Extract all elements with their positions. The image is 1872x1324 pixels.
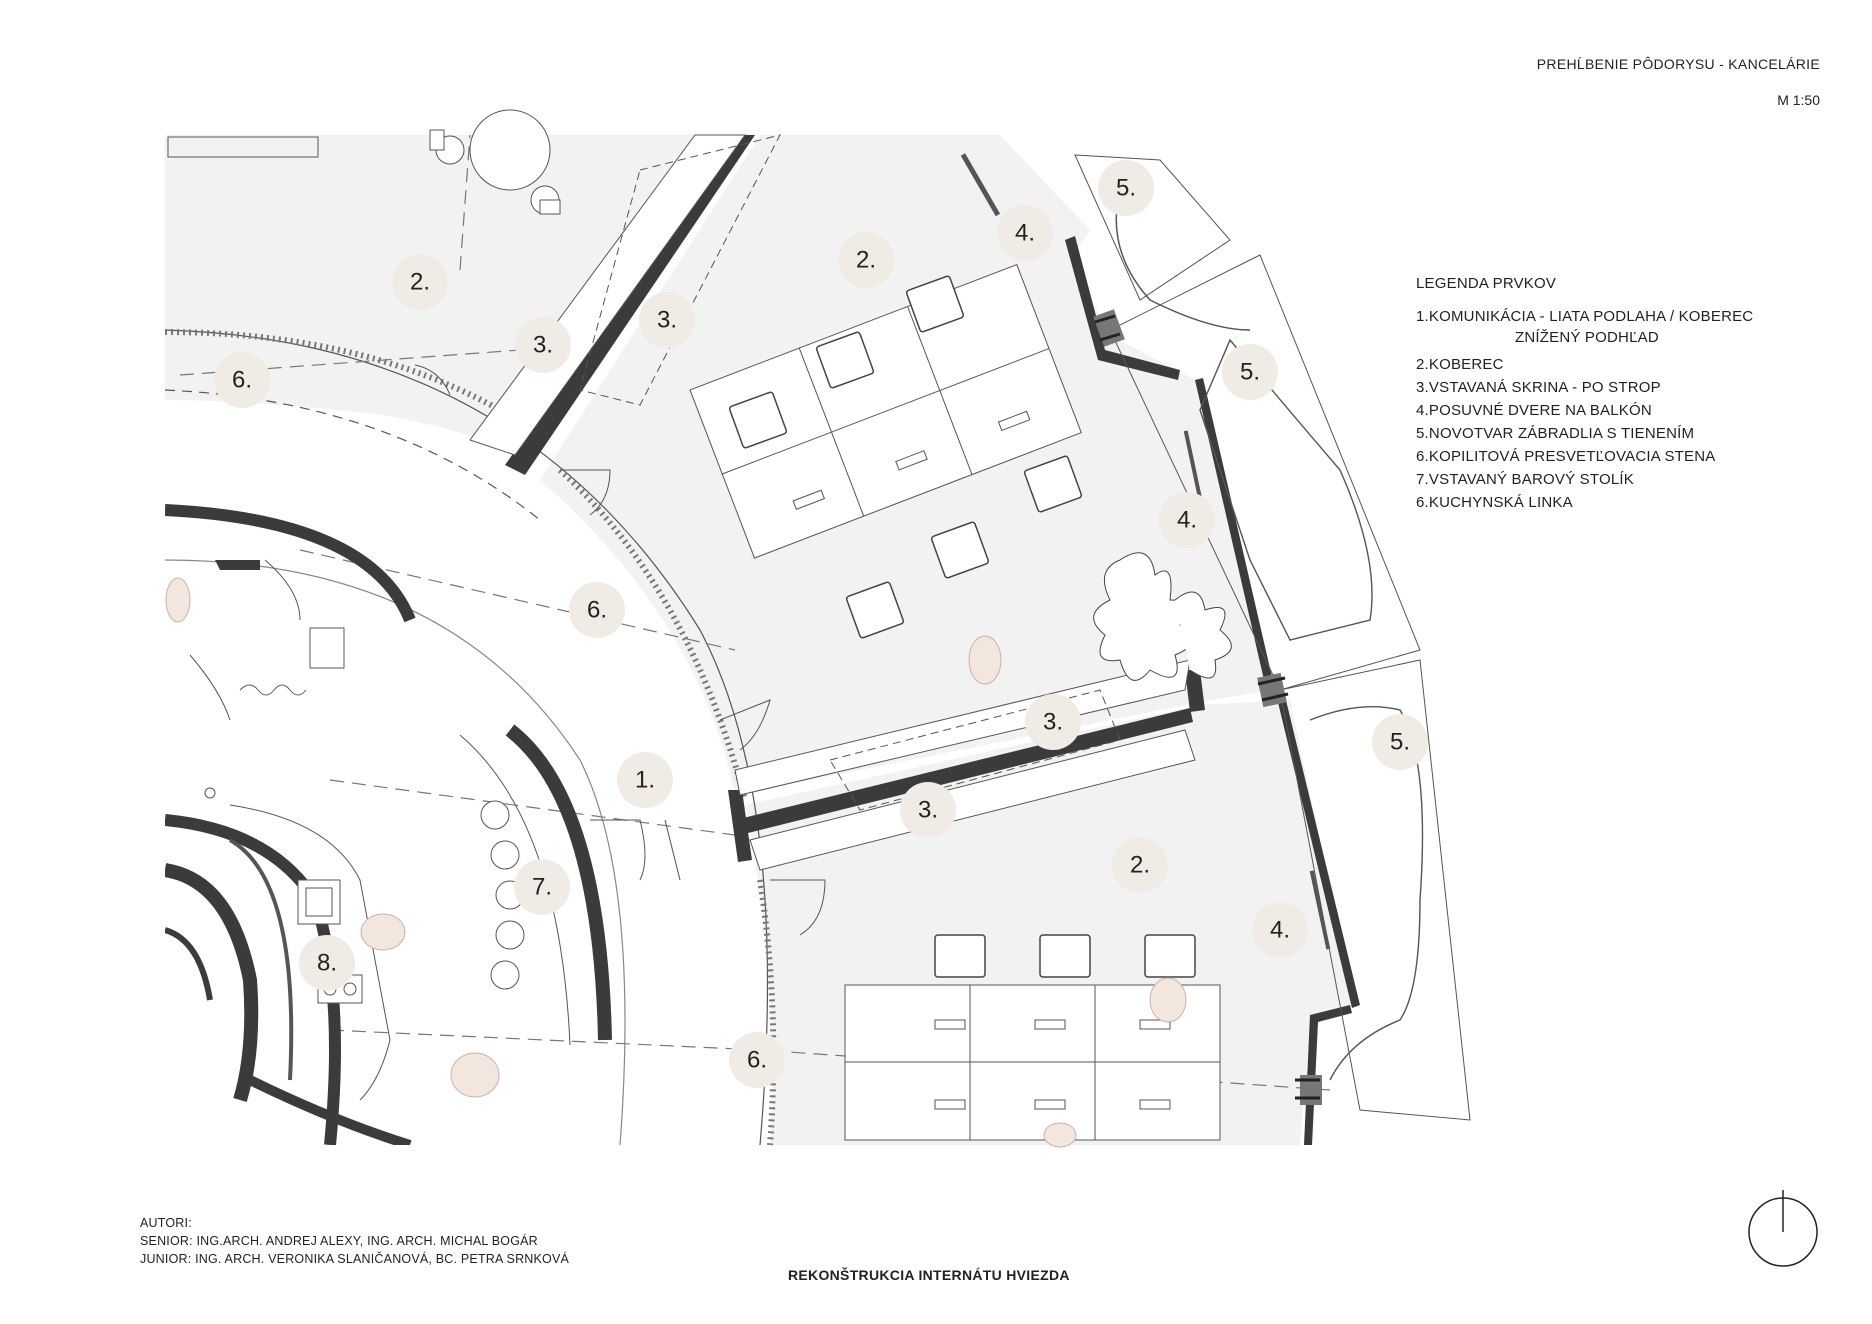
chair-icon [935,935,985,977]
svg-text:8.: 8. [316,949,338,977]
legend-item: 7.VSTAVANÝ BAROVÝ STOLÍK [1416,471,1634,488]
tag-5-top [1098,160,1154,216]
bar-stool [491,841,519,869]
svg-text:3.: 3. [532,331,554,359]
tag-3-lower1 [1025,694,1081,750]
legend-item: 6.KUCHYNSKÁ LINKA [1416,494,1573,511]
tag-5-right1 [1222,344,1278,400]
svg-text:5.: 5. [1239,358,1261,386]
legend-title: LEGENDA PRVKOV [1416,275,1557,292]
tag-8-kitchen [299,935,355,991]
tag-6-mid [569,582,625,638]
legend-item: 1.KOMUNIKÁCIA - LIATA PODLAHA / KOBEREC [1416,308,1754,325]
svg-text:7.: 7. [531,873,553,901]
tag-7-bar [514,859,570,915]
bar-stool [496,921,524,949]
chair-icon [1040,935,1090,977]
tag-4-bottom [1252,902,1308,958]
legend [1416,272,1753,514]
svg-text:2.: 2. [855,246,877,274]
legend-item: 2.KOBEREC [1416,356,1504,373]
authors-block [140,1214,569,1268]
tag-2-top-left [392,254,448,310]
legend-item: 5.NOVOTVAR ZÁBRADLIA S TIENENÍM [1416,425,1695,442]
svg-text:2.: 2. [409,268,431,296]
legend-item: 4.POSUVNÉ DVERE NA BALKÓN [1416,402,1652,419]
kitchen [205,628,390,1100]
tag-2-top [838,232,894,288]
tag-4-right [1159,492,1215,548]
svg-text:5.: 5. [1115,174,1137,202]
sheet-title: PREHĹBENIE PÔDORYSU - KANCELÁRIE [1536,56,1820,72]
svg-text:4.: 4. [1014,219,1036,247]
sheet-scale: M 1:50 [1777,92,1820,108]
tag-3-mid [639,292,695,348]
authors-senior: SENIOR: ING.ARCH. ANDREJ ALEXY, ING. ARCH. MICHAL BOGÁR [140,1234,538,1248]
svg-text:6.: 6. [746,1046,768,1074]
svg-text:3.: 3. [917,796,939,824]
tag-1-center [617,752,673,808]
wall-core-left [215,560,260,570]
svg-text:5.: 5. [1389,728,1411,756]
wash-basin [310,628,344,668]
tag-4-top [997,205,1053,261]
tag-3-lower2 [900,782,956,838]
legend-item: ZNÍŽENÝ PODHĽAD [1515,329,1659,346]
svg-text:6.: 6. [231,366,253,394]
bar-stool [491,961,519,989]
legend-item: 6.KOPILITOVÁ PRESVETĽOVACIA STENA [1416,448,1716,465]
tag-2-bottom [1112,837,1168,893]
tag-6-bottom [729,1032,785,1088]
svg-text:1.: 1. [634,766,656,794]
project-name: REKONŠTRUKCIA INTERNÁTU HVIEZDA [788,1267,1070,1283]
svg-text:2.: 2. [1129,851,1151,879]
sink [298,880,340,924]
tag-3-left [515,317,571,373]
authors-label: AUTORI: [140,1216,192,1230]
svg-text:3.: 3. [1042,708,1064,736]
legend-item: 3.VSTAVANÁ SKRINA - PO STROP [1416,379,1661,396]
svg-text:3.: 3. [656,306,678,334]
tag-6-left [214,352,270,408]
chair-icon [1145,935,1195,977]
tag-5-right2 [1372,714,1428,770]
bar-stool [481,801,509,829]
svg-text:4.: 4. [1269,916,1291,944]
svg-text:4.: 4. [1176,506,1198,534]
svg-text:6.: 6. [586,596,608,624]
authors-junior: JUNIOR: ING. ARCH. VERONIKA SLANIČANOVÁ, BC. PETRA SRNKOVÁ [140,1252,570,1266]
north-arrow-icon [1749,1190,1817,1266]
